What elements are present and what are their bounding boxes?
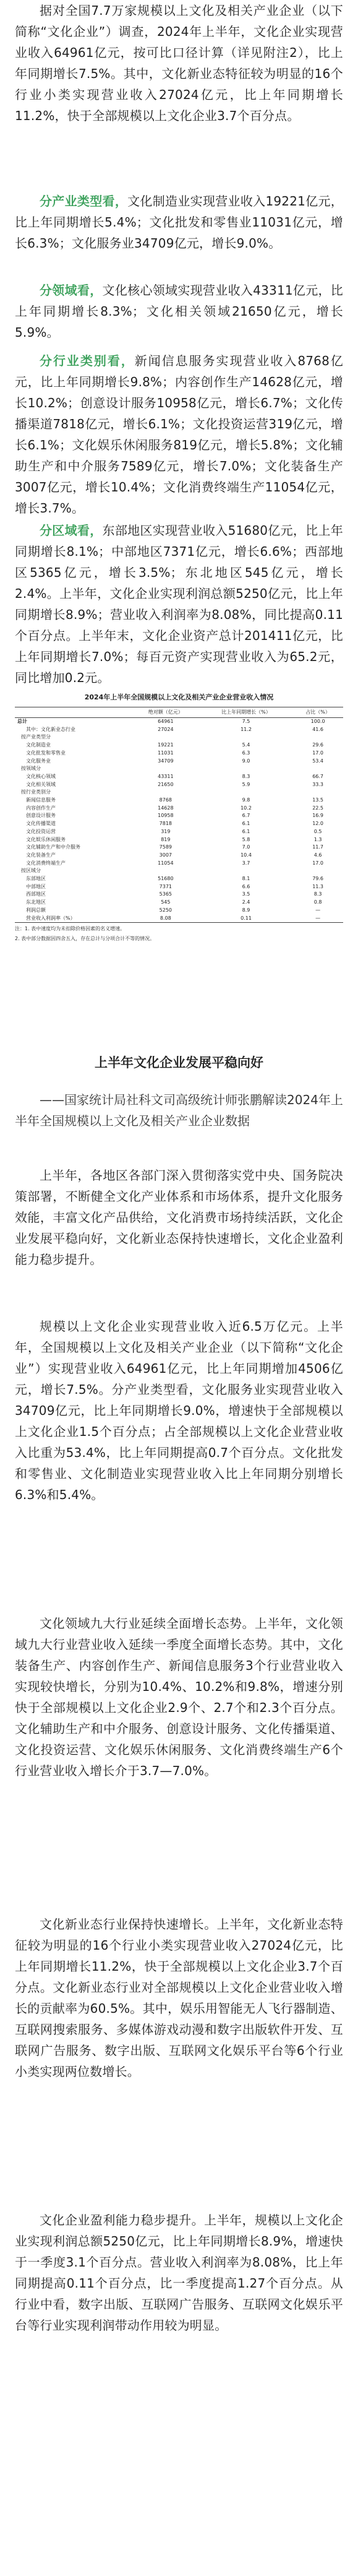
category-paragraph	[0, 350, 358, 519]
table-row	[15, 773, 343, 781]
table-cell: 3007	[159, 852, 173, 858]
industry-type-block	[0, 191, 358, 254]
table-row-label: 文化服务业	[26, 758, 51, 764]
table-cell: 7589	[159, 844, 173, 850]
table-cell: 29.6	[312, 742, 324, 748]
table-row	[15, 915, 343, 923]
table-cell: 0.8	[313, 899, 322, 905]
table-row	[15, 726, 343, 734]
domain-body: 文化核心领域实现营业收入43311亿元，比上年同期增长8.3%；文化相关领域21650亿元，增长5.9%。	[15, 283, 344, 340]
table-cell: 53.4	[312, 758, 324, 764]
table-row-label: 创意设计服务	[26, 813, 56, 819]
table-cell: 2.4	[242, 899, 250, 905]
table-cell: 51680	[158, 876, 174, 882]
table-cell: 545	[161, 899, 171, 905]
table-row	[15, 907, 343, 915]
table-cell: 6.1	[242, 821, 250, 827]
table-row	[15, 891, 343, 899]
table-cell: 11031	[158, 750, 174, 756]
table-cell	[200, 765, 292, 773]
table-note-1: 注：1. 表中速度均为未扣除价格因素的名义增速。	[15, 926, 126, 932]
table-row	[15, 805, 343, 813]
region-block	[0, 520, 358, 688]
table-row	[15, 718, 343, 726]
table-note-2: 2. 表中部分数据因四舍五入，存在总计与分项合计不等的情况。	[15, 936, 155, 942]
table-row	[15, 812, 343, 820]
table-row-label: 文化批发和零售业	[26, 750, 66, 756]
table-row	[15, 765, 343, 773]
table-row-label: 文化相关领域	[26, 781, 56, 787]
table-row-label: 内容创作生产	[26, 805, 56, 811]
article-paragraph-3: 文化领域九大行业延续全面增长态势。上半年，文化领域九大行业营业收入延续一季度全面增长态势。其中，文化装备生产、内容创作生产、新闻信息服务3个行业营业收入实现较快增长，分别为10.4%、10.2%和9.8%，增速分别快于全部规模以上文化企业2.9个、2.7个和2.3个百分点。文化辅助生产和中介服务、创意设计服务、文化传播渠道、文化投资运营、文化娱乐休闲服务、文化消费终端生产6个行业营业收入增长介于3.7—7.0%。	[15, 1616, 343, 1778]
table-cell: 10.4	[241, 852, 252, 858]
table-row	[15, 860, 343, 868]
table-cell: 5250	[159, 907, 173, 913]
table-cell: 16.9	[312, 813, 324, 819]
table-cell: 0.11	[200, 915, 292, 923]
article-p1-block	[0, 1165, 358, 1270]
table-cell: 0.5	[313, 828, 322, 834]
article-title: 上半年文化企业发展平稳向好	[95, 1055, 263, 1070]
table-row	[15, 733, 343, 741]
table-cell: 5365	[159, 891, 173, 897]
table-cell: 5.8	[242, 836, 250, 842]
table-cell: 21650	[158, 781, 174, 787]
table-row-label: 文化消费终端生产	[26, 860, 66, 866]
table-header-cell: 占比（%）	[292, 707, 343, 718]
table-row-label: 东部地区	[26, 876, 46, 882]
table-cell: 34709	[158, 758, 174, 764]
table-cell	[200, 789, 292, 797]
article-p4-block	[0, 1914, 358, 2082]
table-cell	[200, 867, 292, 875]
table-row-label: 新闻信息服务	[26, 797, 56, 803]
table-cell: 100.0	[310, 719, 325, 724]
table-cell: 11.2	[241, 726, 252, 732]
table-cell: 7818	[159, 821, 173, 827]
table-cell	[292, 789, 343, 797]
table-cell: 8.08	[132, 915, 200, 923]
article-p2-block	[0, 1316, 358, 1505]
table-cell	[292, 733, 343, 741]
table-cell: 17.0	[312, 750, 324, 756]
table-cell: 3.7	[242, 860, 250, 866]
table-row-label: 按行业类别分	[21, 789, 51, 795]
table-cell: —	[292, 915, 343, 923]
article-paragraph-5: 文化企业盈利能力稳步提升。上半年，规模以上文化企业实现利润总额5250亿元，比上年同期增长8.9%，增速快于一季度3.1个百分点。营业收入利润率为8.08%，比上年同期提高0.11个百分点，比一季度提高1.27个百分点。从行业中看，数字出版、互联网广告服务、互联网文化娱乐平台等行业实现利润带动作用较为明显。	[15, 2213, 343, 2333]
table-cell: 8.3	[313, 891, 322, 897]
table-cell: —	[315, 907, 321, 913]
table-cell: 3.5	[242, 891, 250, 897]
region-paragraph	[0, 520, 358, 688]
revenue-table-block	[15, 692, 343, 1020]
region-lead: 分区域看，	[40, 523, 103, 538]
table-row	[15, 867, 343, 875]
table-cell: 5.9	[242, 781, 250, 787]
table-cell: 11.7	[312, 844, 324, 850]
table-cell: 6.6	[242, 883, 250, 889]
table-row	[15, 844, 343, 852]
table-cell: 7.0	[242, 844, 250, 850]
table-cell: 19221	[158, 742, 174, 748]
intro-paragraph: 据对全国7.7万家规模以上文化及相关产业企业（以下简称“文化企业”）调查，2024年上半年，文化企业实现营业收入64961亿元，按可比口径计算（详见附注2），比上年同期增长7.5%。其中，文化新业态特征较为明显的16个行业小类实现营业收入27024亿元，比上年同期增长11.2%，快于全部规模以上文化企业3.7个百分点。	[15, 3, 343, 123]
table-cell: 10.2	[241, 805, 252, 811]
table-cell: 819	[161, 836, 171, 842]
table-row	[15, 899, 343, 907]
article-p5-block	[0, 2210, 358, 2336]
table-cell: 43311	[158, 773, 174, 779]
table-cell	[132, 867, 200, 875]
table-row	[15, 852, 343, 860]
table-title: 2024年上半年全国规模以上文化及相关产业企业营业收入情况	[84, 693, 274, 701]
table-row-label: 文化辅助生产和中介服务	[26, 844, 80, 850]
category-block	[0, 350, 358, 519]
domain-paragraph	[0, 280, 358, 343]
table-row	[15, 820, 343, 828]
table-cell	[132, 765, 200, 773]
table-cell: 8.1	[242, 876, 250, 882]
table-cell: 17.0	[312, 860, 324, 866]
table-cell	[132, 789, 200, 797]
table-cell: 6.7	[242, 813, 250, 819]
article-p3-block	[0, 1613, 358, 1781]
industry-type-lead: 分产业类型看，	[40, 194, 128, 209]
table-row-label: 按产业类型分	[21, 734, 51, 740]
article-paragraph-4: 文化新业态行业保持快速增长。上半年，文化新业态特征较为明显的16个行业小类实现营业收入27024亿元，比上年同期增长11.2%，快于全部规模以上文化企业3.7个百分点。文化新业态行业对全部规模以上文化企业营业收入增长的贡献率为60.5%。其中，娱乐用智能无人飞行器制造、互联网搜索服务、多媒体游戏动漫和数字出版软件开发、互联网广告服务、数字出版、互联网文化娱乐平台等6个行业小类实现两位数增长。	[15, 1917, 343, 2079]
table-cell: 7371	[159, 883, 173, 889]
table-row-label: 其中：文化新业态行业	[26, 726, 75, 732]
table-cell: 33.3	[312, 781, 324, 787]
table-cell: 66.7	[312, 773, 324, 779]
table-row-label: 东北地区	[26, 899, 46, 905]
industry-type-paragraph	[0, 191, 358, 254]
category-lead: 分行业类别看，	[40, 353, 135, 368]
table-row-label: 利润总额	[26, 907, 46, 913]
table-header-row	[15, 707, 343, 718]
table-cell: 64961	[158, 719, 174, 724]
table-body	[15, 718, 343, 923]
article-paragraph-1: 上半年，各地区各部门深入贯彻落实党中央、国务院决策部署，不断健全文化产业体系和市场体系，提升文化服务效能，丰富文化产品供给，文化消费市场持续活跃，文化企业发展平稳向好，文化新业态保持快速增长，文化企业盈利能力稳步提升。	[15, 1168, 343, 1267]
table-cell: 4.6	[313, 852, 322, 858]
region-body: 东部地区实现营业收入51680亿元，比上年同期增长8.1%；中部地区7371亿元，增长6.6%；西部地区5365亿元，增长3.5%；东北地区545亿元，增长2.4%。上半年，文化企业实现利润总额5250亿元，比上年同期增长8.9%；营业收入利润率为8.08%，同比提高0.11个百分点。上半年末，文化企业资产总计201411亿元，比上年同期增长7.0%；每百元资产实现营业收入为65.2元，同比增加0.2元。	[15, 523, 344, 685]
table-cell: 6.1	[242, 828, 250, 834]
table-cell: 1.3	[313, 836, 322, 842]
table-cell	[292, 867, 343, 875]
table-row	[15, 781, 343, 789]
category-body: 新闻信息服务实现营业收入8768亿元，比上年同期增长9.8%；内容创作生产14628亿元，增长10.2%；创意设计服务10958亿元，增长6.7%；文化传播渠道7818亿元，增长6.1%；文化投资运营319亿元，增长6.1%；文化娱乐休闲服务819亿元，增长5.8%；文化辅助生产和中介服务7589亿元，增长7.0%；文化装备生产3007亿元，增长10.4%；文化消费终端生产11054亿元，增长3.7%。	[15, 353, 343, 516]
table-cell: 9.0	[242, 758, 250, 764]
article-byline: ——国家统计局社科文司高级统计师张鹏解读2024年上半年全国规模以上文化及相关产业企业数据	[15, 1092, 343, 1128]
table-row	[15, 883, 343, 891]
table-row-label: 中部地区	[26, 883, 46, 889]
table-cell: 319	[161, 828, 171, 834]
table-row	[15, 741, 343, 750]
table-cell: 22.5	[312, 805, 324, 811]
byline-block	[0, 1089, 358, 1131]
table-cell: 79.6	[312, 876, 324, 882]
table-cell: 8.3	[242, 773, 250, 779]
table-row	[15, 789, 343, 797]
table-cell: 14628	[158, 805, 174, 811]
table-cell: 12.0	[312, 821, 324, 827]
table-row-label: 文化装备生产	[26, 852, 56, 858]
table-cell: 11054	[158, 860, 174, 866]
table-cell: 8768	[159, 797, 173, 803]
table-row	[15, 836, 343, 844]
table-row-label: 按区域分	[21, 868, 41, 874]
top-text-block	[0, 0, 358, 126]
table-row-label: 文化核心领域	[26, 773, 56, 779]
table-row-label: 按领域分	[21, 766, 41, 772]
domain-block	[0, 280, 358, 343]
table-cell: 13.5	[312, 797, 324, 803]
table-row	[15, 750, 343, 758]
industry-type-body: 文化制造业实现营业收入19221亿元，比上年同期增长5.4%；文化批发和零售业11031亿元，增长6.3%；文化服务业34709亿元，增长9.0%。	[15, 194, 343, 251]
table-cell	[292, 765, 343, 773]
table-row	[15, 797, 343, 805]
article-paragraph-2: 规模以上文化企业实现营业收入近6.5万亿元。上半年，全国规模以上文化及相关产业企业（以下简称“文化企业”）实现营业收入64961亿元，比上年同期增加4506亿元，增长7.5%。分产业类型看，文化服务业实现营业收入34709亿元，比上年同期增长9.0%，增速快于全部规模以上文化企业1.5个百分点；占全部规模以上文化企业营业收入比重为53.4%，比上年同期提高0.7个百分点。文化批发和零售业、文化制造业实现营业收入比上年同期分别增长6.3%和5.4%。	[15, 1319, 343, 1502]
table-cell: 5.4	[242, 742, 250, 748]
table-header-cell: 比上年同期增长（%）	[200, 707, 292, 718]
table-cell	[200, 733, 292, 741]
table-cell: 10958	[158, 813, 174, 819]
table-header-cell	[15, 707, 132, 718]
table-row-label: 总计	[17, 719, 27, 724]
table-row-label: 文化制造业	[26, 742, 51, 748]
table-cell: 41.6	[312, 726, 324, 732]
table-row-label: 文化投资运营	[26, 828, 56, 834]
table-cell: 11.3	[312, 883, 324, 889]
table-row-label: 西部地区	[26, 891, 46, 897]
table-cell	[132, 733, 200, 741]
table-row-label: 文化传播渠道	[26, 821, 56, 827]
domain-lead: 分领域看，	[40, 283, 103, 298]
table-row-label: 营业收入利润率（%）	[15, 915, 132, 923]
table-row	[15, 758, 343, 766]
table-header-cell: 绝对额（亿元）	[132, 707, 200, 718]
table-cell: 8.9	[242, 907, 250, 913]
table-row	[15, 828, 343, 836]
table-row	[15, 875, 343, 883]
table-cell: 7.5	[242, 719, 250, 724]
revenue-table	[15, 707, 343, 923]
table-row-label: 文化娱乐休闲服务	[26, 836, 66, 842]
article-heading-block	[0, 1052, 358, 1073]
table-cell: 6.3	[242, 750, 250, 756]
table-cell: 9.8	[242, 797, 250, 803]
table-cell: 27024	[158, 726, 174, 732]
